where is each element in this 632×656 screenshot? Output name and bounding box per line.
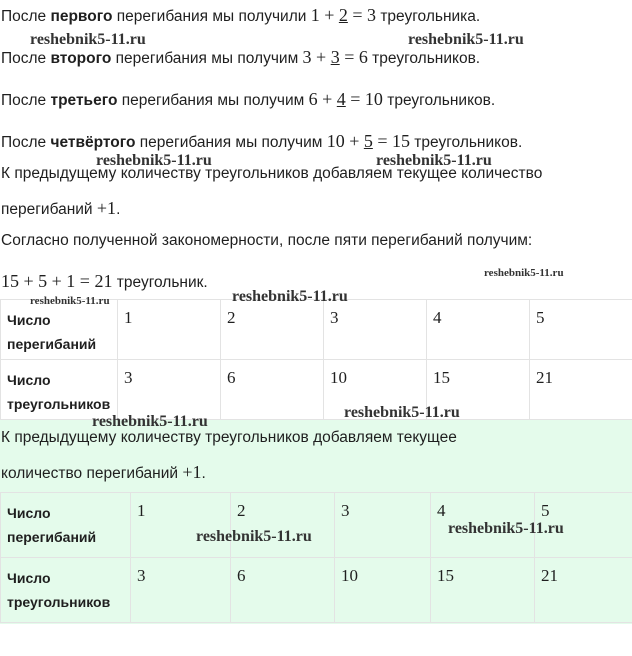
cell-triangles-4: 15 bbox=[427, 360, 530, 420]
watermark: reshebnik5-11.ru bbox=[30, 295, 110, 307]
watermark: reshebnik5-11.ru bbox=[196, 528, 312, 545]
cell-folds-5: 5 bbox=[535, 493, 632, 558]
cell-folds-1: 1 bbox=[131, 493, 231, 558]
watermark: reshebnik5-11.ru bbox=[92, 413, 208, 430]
cell-triangles-3: 10 bbox=[335, 558, 431, 623]
watermark: reshebnik5-11.ru bbox=[448, 520, 564, 537]
line-fourth-fold: После четвёртого перегибания мы получим 10 + 5 = 15 треугольников. bbox=[1, 131, 523, 151]
line-rule-2: перегибаний +1. bbox=[1, 198, 121, 218]
cell-folds-2: 2 bbox=[221, 300, 324, 360]
line-second-fold: После второго перегибания мы получим 3 + 3 = 6 треугольников. bbox=[1, 47, 481, 67]
cell-folds-5: 5 bbox=[530, 300, 632, 360]
cell-triangles-1: 3 bbox=[118, 360, 221, 420]
watermark: reshebnik5-11.ru bbox=[30, 31, 146, 48]
cell-triangles-2: 6 bbox=[221, 360, 324, 420]
watermark: reshebnik5-11.ru bbox=[376, 152, 492, 169]
table-1 bbox=[0, 299, 632, 420]
cell-folds-3: 3 bbox=[324, 300, 427, 360]
row-label-folds: Число перегибаний bbox=[1, 300, 118, 360]
cell-folds-4: 4 bbox=[427, 300, 530, 360]
watermark: reshebnik5-11.ru bbox=[232, 288, 348, 305]
row-label-triangles: Число треугольников bbox=[1, 558, 131, 623]
cell-folds-3: 3 bbox=[335, 493, 431, 558]
cell-triangles-2: 6 bbox=[231, 558, 335, 623]
cell-folds-4: 4 bbox=[431, 493, 535, 558]
row-label-triangles: Число треугольников bbox=[1, 360, 118, 420]
line-result: 15 + 5 + 1 = 21 треугольник. bbox=[1, 271, 208, 291]
row-label-folds: Число перегибаний bbox=[1, 493, 131, 558]
cell-triangles-1: 3 bbox=[131, 558, 231, 623]
line-third-fold: После третьего перегибания мы получим 6 + 4 = 10 треугольников. bbox=[1, 89, 496, 109]
cell-folds-1: 1 bbox=[118, 300, 221, 360]
watermark: reshebnik5-11.ru bbox=[408, 31, 524, 48]
cell-triangles-4: 15 bbox=[431, 558, 535, 623]
line-rule-1: К предыдущему количеству треугольников добавляем текущее количество bbox=[1, 165, 543, 182]
watermark: reshebnik5-11.ru bbox=[484, 267, 564, 279]
table-row bbox=[1, 558, 632, 623]
table-row bbox=[1, 300, 632, 360]
watermark: reshebnik5-11.ru bbox=[344, 404, 460, 421]
green-rule-2: количество перегибаний +1. bbox=[1, 462, 206, 482]
cell-folds-2: 2 bbox=[231, 493, 335, 558]
watermark: reshebnik5-11.ru bbox=[96, 152, 212, 169]
cell-triangles-5: 21 bbox=[530, 360, 632, 420]
line-pattern: Согласно полученной закономерности, после пяти перегибаний получим: bbox=[1, 232, 533, 249]
table-row bbox=[1, 360, 632, 420]
line-first-fold: После первого перегибания мы получили 1 + 2 = 3 треугольника. bbox=[1, 5, 481, 25]
table-2 bbox=[0, 492, 632, 623]
cell-triangles-3: 10 bbox=[324, 360, 427, 420]
cell-triangles-5: 21 bbox=[535, 558, 632, 623]
green-rule-1: К предыдущему количеству треугольников добавляем текущее bbox=[1, 429, 457, 446]
